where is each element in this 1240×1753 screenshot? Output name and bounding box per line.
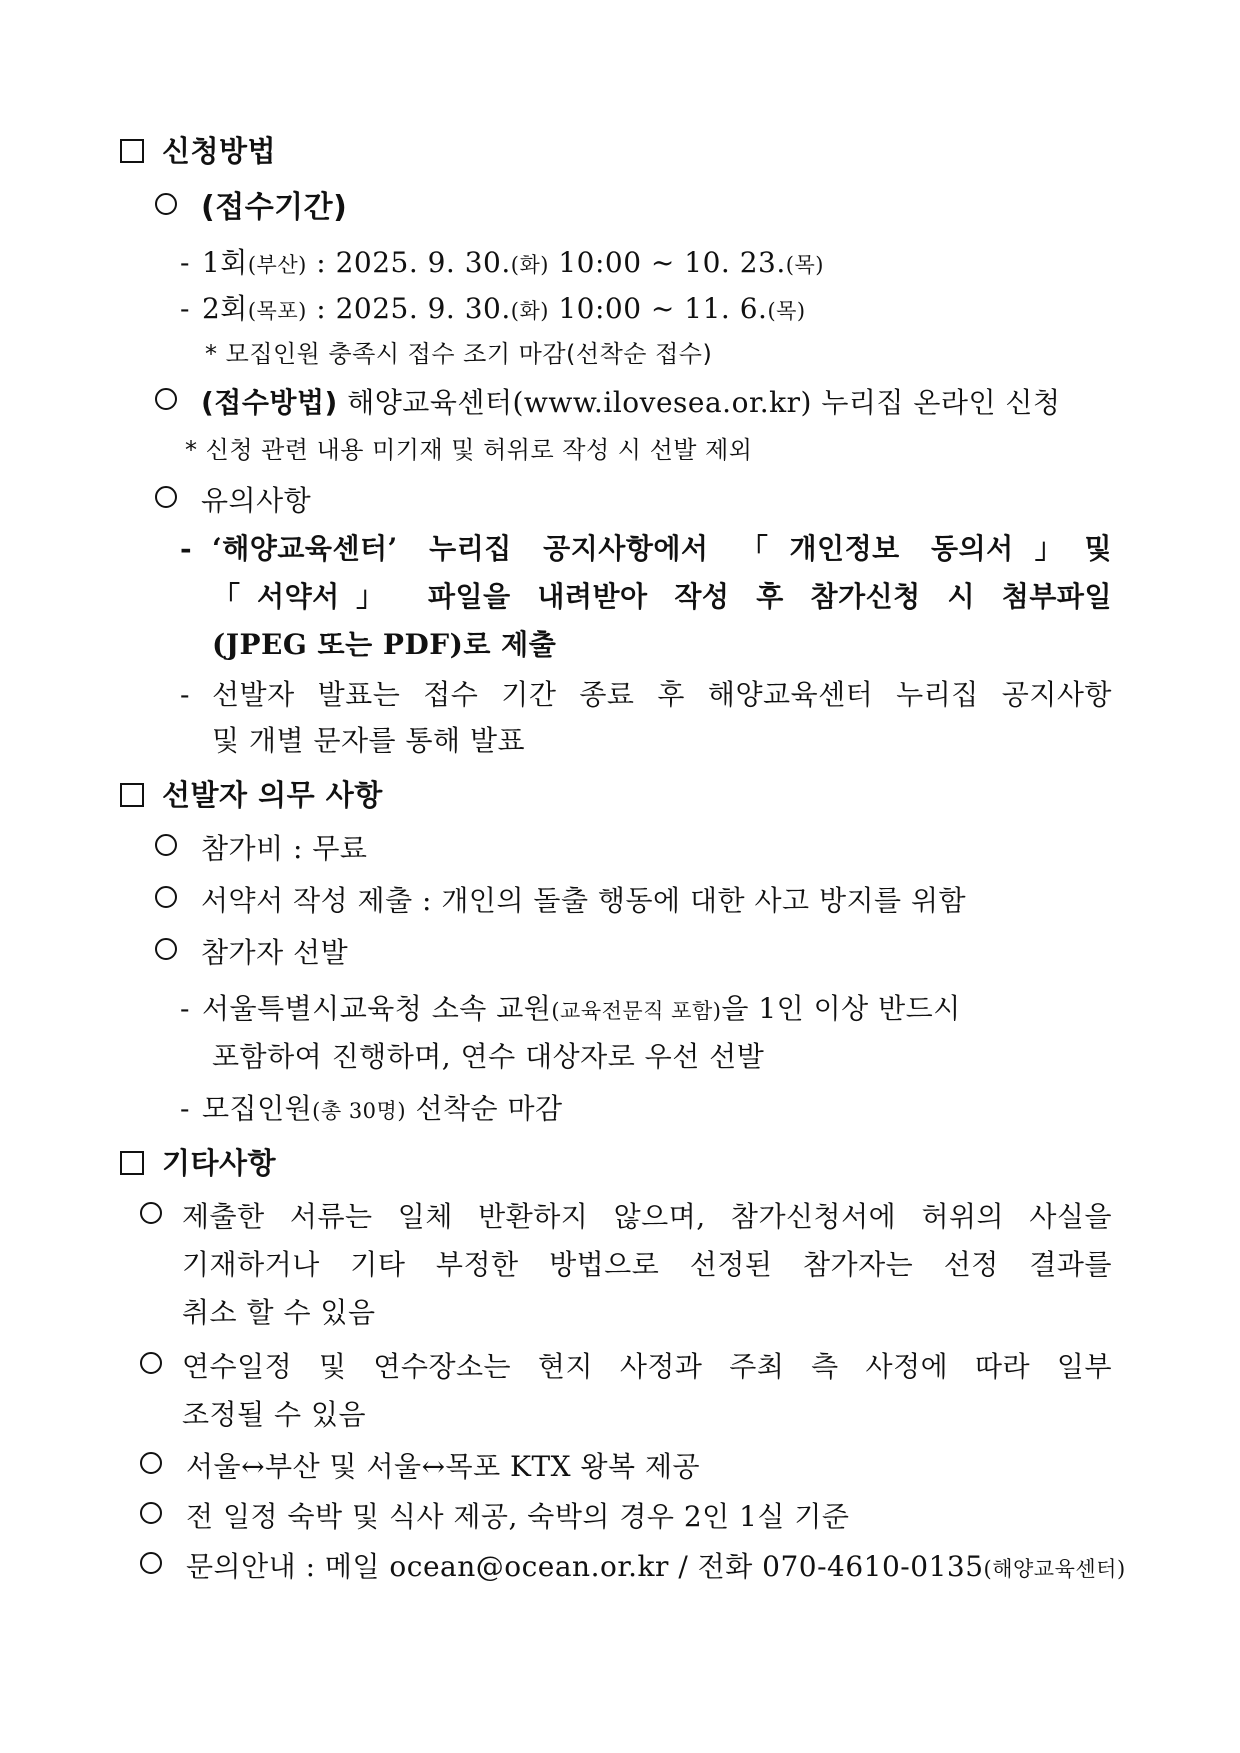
section-heading-duty: 선발자 의무 사항	[120, 778, 383, 813]
method-note: * 신청 관련 내용 미기재 및 허위로 작성 시 선발 제외	[185, 436, 753, 464]
etc-item3: 서울↔부산 및 서울↔목포 KTX 왕복 제공	[140, 1450, 700, 1484]
circle-bullet-icon	[155, 834, 177, 856]
etc-item2-line1: 연수일정 및 연수장소는 현지 사정과 주최 측 사정에 따라 일부	[182, 1350, 1112, 1383]
checkbox-square-icon	[120, 783, 144, 807]
etc-item2-bullet	[140, 1350, 186, 1384]
circle-bullet-icon	[140, 1352, 162, 1374]
selection-item1-line2: 포함하여 진행하며, 연수 대상자로 우선 선발	[212, 1040, 765, 1073]
circle-bullet-icon	[140, 1202, 162, 1224]
method-row: (접수방법) 해양교육센터(www.ilovesea.or.kr) 누리집 온라인 신청	[155, 386, 1061, 420]
caution-item1-line1: ‘해양교육센터’ 누리집 공지사항에서 「개인정보 동의서」및	[212, 532, 1112, 565]
etc-item5: 문의안내 : 메일 ocean@ocean.or.kr / 전화 070-4610-0135(해양교육센터)	[140, 1550, 1126, 1584]
caution-item2-line2: 및 개별 문자를 통해 발표	[212, 724, 526, 757]
circle-bullet-icon	[155, 193, 177, 215]
selection-item1-line1: - 서울특별시교육청 소속 교원(교육전문직 포함)을 1인 이상 반드시	[180, 992, 961, 1025]
caution-item2-line1: 선발자 발표는 접수 기간 종료 후 해양교육센터 누리집 공지사항	[212, 678, 1112, 711]
period-heading: (접수기간)	[155, 190, 347, 226]
checkbox-square-icon	[120, 139, 144, 163]
duty-fee: 참가비 : 무료	[155, 832, 367, 866]
etc-item1-bullet	[140, 1200, 186, 1234]
etc-item1-line2: 기재하거나 기타 부정한 방법으로 선정된 참가자는 선정 결과를	[182, 1248, 1112, 1281]
etc-item2-line2: 조정될 수 있음	[182, 1398, 367, 1431]
caution-heading: 유의사항	[155, 484, 311, 518]
section-heading-etc: 기타사항	[120, 1146, 276, 1181]
circle-bullet-icon	[140, 1552, 162, 1574]
duty-selection-heading: 참가자 선발	[155, 936, 348, 970]
circle-bullet-icon	[155, 486, 177, 508]
circle-bullet-icon	[155, 388, 177, 410]
period-round1: - 1회(부산) : 2025. 9. 30.(화) 10:00 ~ 10. 23.(목)	[180, 246, 824, 279]
circle-bullet-icon	[155, 886, 177, 908]
caution-item1-line3: (JPEG 또는 PDF)로 제출	[212, 628, 557, 661]
etc-item1-line3: 취소 할 수 있음	[182, 1296, 376, 1329]
section-heading-apply: 신청방법	[120, 134, 276, 169]
caution-item1-line2: 「서약서」 파일을 내려받아 작성 후 참가신청 시 첨부파일	[212, 580, 1112, 613]
caution-item1-dash: -	[180, 532, 193, 565]
etc-item4: 전 일정 숙박 및 식사 제공, 숙박의 경우 2인 1실 기준	[140, 1500, 849, 1534]
circle-bullet-icon	[140, 1452, 162, 1474]
circle-bullet-icon	[155, 938, 177, 960]
period-round2: - 2회(목포) : 2025. 9. 30.(화) 10:00 ~ 11. 6.(목)	[180, 292, 806, 325]
period-note: * 모집인원 충족시 접수 조기 마감(선착순 접수)	[205, 340, 713, 368]
caution-item2-dash: -	[180, 678, 190, 711]
selection-item2: - 모집인원(총 30명) 선착순 마감	[180, 1092, 563, 1125]
etc-item1-line1: 제출한 서류는 일체 반환하지 않으며, 참가신청서에 허위의 사실을	[182, 1200, 1112, 1233]
duty-pledge: 서약서 작성 제출 : 개인의 돌출 행동에 대한 사고 방지를 위함	[155, 884, 966, 918]
checkbox-square-icon	[120, 1151, 144, 1175]
circle-bullet-icon	[140, 1502, 162, 1524]
